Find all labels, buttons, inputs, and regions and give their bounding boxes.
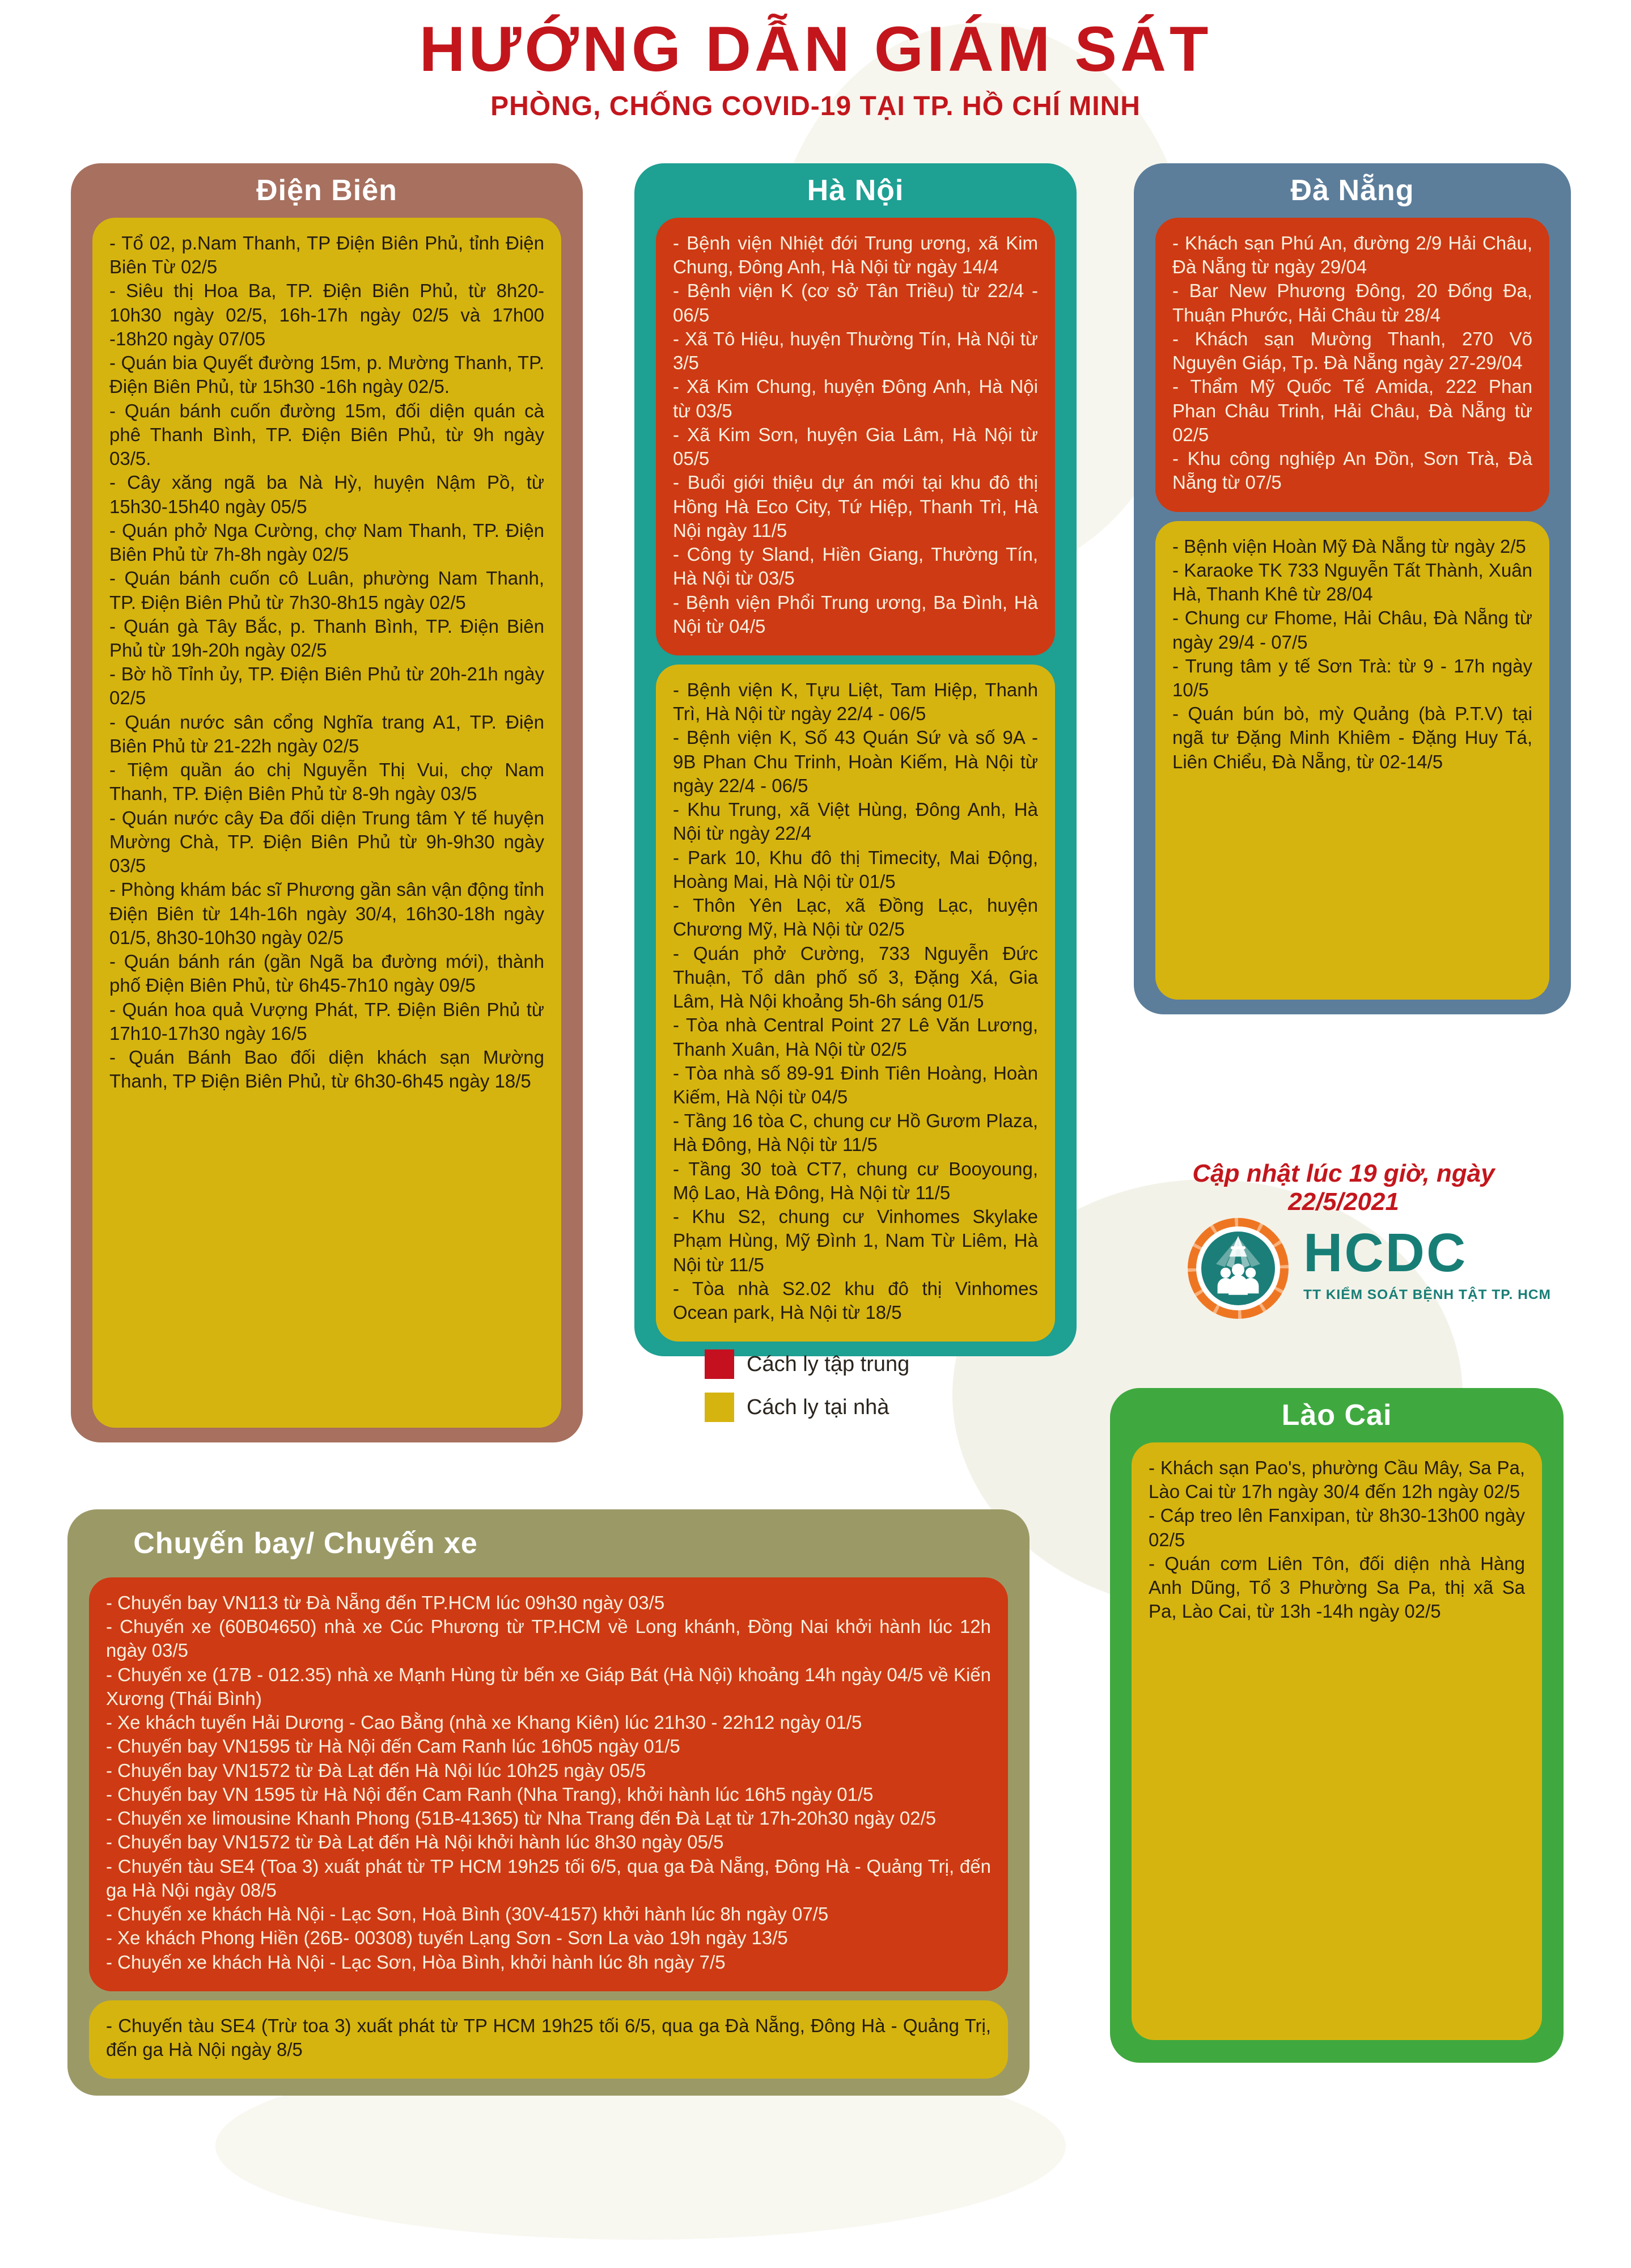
panel-title-ha-noi: Hà Nội (807, 174, 904, 207)
legend-label-centralized: Cách ly tập trung (747, 1352, 910, 1376)
list-item: - Bờ hồ Tỉnh ủy, TP. Điện Biên Phủ từ 20h-21h ngày 02/5 (109, 663, 544, 709)
hcdc-logo-icon (1201, 1232, 1275, 1305)
list-item: - Chuyến xe khách Hà Nội - Lạc Sơn, Hoà Bình (30V-4157) khởi hành lúc 8h ngày 07/5 (106, 1903, 829, 1925)
list-item: - Bệnh viện K (cơ sở Tân Triều) từ 22/4 - 06/5 (673, 280, 1038, 325)
list-item: - Chuyến xe khách Hà Nội - Lạc Sơn, Hòa Bình, khởi hành lúc 8h ngày 7/5 (106, 1951, 726, 1973)
list-item: - Bệnh viện Hoàn Mỹ Đà Nẵng từ ngày 2/5 (1172, 535, 1526, 557)
list-item: - Thôn Yên Lạc, xã Đồng Lạc, huyện Chương Mỹ, Hà Nội từ 02/5 (673, 895, 1038, 940)
list-item: - Quán phở Nga Cường, chợ Nam Thanh, TP. Điện Biên Phủ từ 7h-8h ngày 02/5 (109, 519, 544, 565)
list-item: - Chuyến xe (17B - 012.35) nhà xe Mạnh Hùng từ bến xe Giáp Bát (Hà Nội) khoảng 14h ngày 04/5 về Kiến Xương (Thái Bình) (106, 1664, 991, 1709)
list-item: - Quán bia Quyết đường 15m, p. Mường Thanh, TP. Điện Biên Phủ, từ 15h30 -16h ngày 02/5. (109, 352, 544, 397)
list-item: - Park 10, Khu đô thị Timecity, Mai Động, Hoàng Mai, Hà Nội từ 01/5 (673, 847, 1038, 892)
centralized-quarantine-list-chuyen-bay (89, 1577, 1008, 1991)
list-item: - Quán Bánh Bao đối diện khách sạn Mường Thanh, TP Điện Biên Phủ, từ 6h30-6h45 ngày 18/5 (109, 1046, 544, 1092)
legend-label-home: Cách ly tại nhà (747, 1395, 889, 1419)
list-item: - Cáp treo lên Fanxipan, từ 8h30-13h00 ngày 02/5 (1149, 1505, 1525, 1550)
list-item: - Tòa nhà số 89-91 Đinh Tiên Hoàng, Hoàn Kiếm, Hà Nội từ 04/5 (673, 1062, 1038, 1107)
update-timestamp: Cập nhật lúc 19 giờ, ngày 22/5/2021 (1192, 1160, 1495, 1216)
home-quarantine-list-da-nang (1155, 521, 1549, 1000)
home-quarantine-list-chuyen-bay (89, 2000, 1008, 2079)
list-item: - Tầng 30 toà CT7, chung cư Booyoung, Mộ Lao, Hà Đông, Hà Nội từ 11/5 (673, 1158, 1038, 1203)
hcdc-logo-text (1303, 1218, 1551, 1303)
panel-title-lao-cai: Lào Cai (1281, 1399, 1392, 1432)
hcdc-logo-tagline: TT KIỂM SOÁT BỆNH TẬT TP. HCM (1303, 1287, 1551, 1302)
list-item: - Quán cơm Liên Tôn, đối diện nhà Hàng Anh Dũng, Tổ 3 Phường Sa Pa, thị xã Sa Pa, Lào Cai, từ 13h -14h ngày 02/5 (1149, 1552, 1525, 1622)
list-item: - Khách sạn Mường Thanh, 270 Võ Nguyên Giáp, Tp. Đà Nẵng ngày 27-29/04 (1172, 328, 1532, 374)
list-item: - Xe khách Phong Hiền (26B- 00308) tuyến Lạng Sơn - Sơn La vào 19h ngày 13/5 (106, 1927, 788, 1949)
list-item: - Cây xăng ngã ba Nà Hỳ, huyện Nậm Pồ, từ 15h30-15h40 ngày 05/5 (109, 472, 544, 517)
list-item: - Quán hoa quả Vượng Phát, TP. Điện Biên Phủ từ 17h10-17h30 ngày 16/5 (109, 998, 544, 1044)
list-item: - Khu công nghiệp An Đồn, Sơn Trà, Đà Nẵng từ 07/5 (1172, 448, 1532, 493)
list-item: - Trung tâm y tế Sơn Trà: từ 9 - 17h ngày 10/5 (1172, 655, 1532, 700)
list-item: - Quán gà Tây Bắc, p. Thanh Bình, TP. Điện Biên Phủ từ 19h-20h ngày 02/5 (109, 615, 544, 661)
list-item: - Chuyến bay VN1572 từ Đà Lạt đến Hà Nội khởi hành lúc 8h30 ngày 05/5 (106, 1831, 724, 1853)
list-item: - Quán nước cây Đa đối diện Trung tâm Y tế huyện Mường Chà, TP. Điện Biên Phủ từ 9h-9h30 ngày 03/5 (109, 807, 544, 877)
list-item: - Bệnh viện K, Số 43 Quán Sứ và số 9A - 9B Phan Chu Trinh, Hoàn Kiếm, Hà Nội từ ngày 22/4 - 06/5 (673, 727, 1038, 796)
hcdc-logo-name: HCDC (1303, 1222, 1468, 1283)
list-item: - Chuyến bay VN 1595 từ Hà Nội đến Cam Ranh (Nha Trang), khởi hành lúc 16h5 ngày 01/5 (106, 1783, 874, 1805)
list-item: - Khu Trung, xã Việt Hùng, Đông Anh, Hà Nội từ ngày 22/4 (673, 799, 1038, 844)
panel-da-nang (1134, 163, 1571, 1014)
centralized-quarantine-list-da-nang (1155, 218, 1549, 512)
list-item: - Karaoke TK 733 Nguyễn Tất Thành, Xuân Hà, Thanh Khê từ 28/04 (1172, 559, 1532, 605)
panel-title-chuyen-bay: Chuyến bay/ Chuyến xe (133, 1527, 478, 1560)
legend-swatch-home (705, 1393, 734, 1422)
list-item: - Xe khách tuyến Hải Dương - Cao Bằng (nhà xe Khang Kiên) lúc 21h30 - 22h12 ngày 01/5 (106, 1712, 862, 1733)
home-quarantine-list-lao-cai (1132, 1442, 1542, 2040)
list-item: - Chuyến xe (60B04650) nhà xe Cúc Phương từ TP.HCM về Long khánh, Đồng Nai khởi hành lúc 12h ngày 03/5 (106, 1616, 991, 1661)
list-item: - Chuyến xe limousine Khanh Phong (51B-41365) từ Nha Trang đến Đà Lạt từ 17h-20h30 ngày 02/5 (106, 1808, 937, 1829)
list-item: - Tòa nhà S2.02 khu đô thị Vinhomes Ocean park, Hà Nội từ 18/5 (673, 1277, 1038, 1323)
list-item: - Chung cư Fhome, Hải Châu, Đà Nẵng từ ngày 29/4 - 07/5 (1172, 607, 1532, 653)
panel-title-da-nang: Đà Nẵng (1290, 174, 1414, 207)
panel-title-dien-bien: Điện Biên (256, 174, 397, 207)
list-item: - Quán nước sân cổng Nghĩa trang A1, TP. Điện Biên Phủ từ 21-22h ngày 02/5 (109, 711, 544, 756)
list-item: - Quán phở Cường, 733 Nguyễn Đức Thuận, Tổ dân phố số 3, Đặng Xá, Gia Lâm, Hà Nội khoảng 5h-6h sáng 01/5 (673, 942, 1038, 1012)
list-item: - Quán bánh cuốn cô Luân, phường Nam Thanh, TP. Điện Biên Phủ từ 7h30-8h15 ngày 02/5 (109, 568, 544, 613)
hcdc-logo (1188, 1218, 1551, 1319)
panel-lao-cai (1110, 1388, 1564, 2063)
legend-row-home (705, 1393, 909, 1422)
list-item: - Quán bánh cuốn đường 15m, đối diện quán cà phê Thanh Bình, TP. Điện Biên Phủ, từ 9h ngày 03/5. (109, 400, 544, 469)
legend (705, 1349, 909, 1436)
list-item: - Chuyến bay VN1595 từ Hà Nội đến Cam Ranh lúc 16h05 ngày 01/5 (106, 1736, 680, 1757)
home-quarantine-list-dien-bien (92, 218, 561, 1428)
list-item: - Khách sạn Phú An, đường 2/9 Hải Châu, Đà Nẵng từ ngày 29/04 (1172, 232, 1532, 278)
list-item: - Quán bún bò, mỳ Quảng (bà P.T.V) tại ngã tư Đặng Minh Khiêm - Đặng Huy Tá, Liên Chiểu, Đà Nẵng, từ 02-14/5 (1172, 703, 1532, 772)
list-item: - Thẩm Mỹ Quốc Tế Amida, 222 Phan Phan Châu Trinh, Hải Châu, Đà Nẵng từ 02/5 (1172, 376, 1532, 445)
list-item: - Tiệm quần áo chị Nguyễn Thị Vui, chợ Nam Thanh, TP. Điện Biên Phủ từ 8-9h ngày 03/5 (109, 759, 544, 805)
list-item: - Tầng 16 tòa C, chung cư Hồ Gươm Plaza, Hà Đông, Hà Nội từ 11/5 (673, 1110, 1038, 1156)
list-item: - Chuyến tàu SE4 (Toa 3) xuất phát từ TP HCM 19h25 tối 6/5, qua ga Đà Nẵng, Đông Hà - Quảng Trị, đến ga Hà Nội ngày 08/5 (106, 1855, 991, 1901)
list-item: - Xã Tô Hiệu, huyện Thường Tín, Hà Nội từ 3/5 (673, 328, 1038, 374)
legend-swatch-centralized (705, 1349, 734, 1379)
list-item: - Khách sạn Pao's, phường Cầu Mây, Sa Pa, Lào Cai từ 17h ngày 30/4 đến 12h ngày 02/5 (1149, 1457, 1525, 1503)
list-item: - Bệnh viện K, Tựu Liệt, Tam Hiệp, Thanh Trì, Hà Nội từ ngày 22/4 - 06/5 (673, 679, 1038, 725)
list-item: - Xã Kim Sơn, huyện Gia Lâm, Hà Nội từ 05/5 (673, 424, 1038, 469)
legend-row-centralized (705, 1349, 909, 1379)
list-item: - Tòa nhà Central Point 27 Lê Văn Lương, Thanh Xuân, Hà Nội từ 02/5 (673, 1014, 1038, 1060)
list-item: - Bệnh viện Phổi Trung ương, Ba Đình, Hà Nội từ 04/5 (673, 591, 1038, 637)
panel-ha-noi (634, 163, 1077, 1356)
home-quarantine-list-ha-noi (656, 665, 1055, 1342)
list-item: - Quán bánh rán (gần Ngã ba đường mới), thành phố Điện Biên Phủ, từ 6h45-7h10 ngày 09/5 (109, 951, 544, 996)
panel-chuyen-bay-chuyen-xe (67, 1509, 1030, 2096)
list-item: - Siêu thị Hoa Ba, TP. Điện Biên Phủ, từ 8h20-10h30 ngày 02/5, 16h-17h ngày 02/5 và 17h00 -18h20 ngày 07/05 (109, 280, 544, 349)
list-item: - Phòng khám bác sĩ Phương gần sân vận động tỉnh Điện Biên từ 14h-16h ngày 30/4, 16h30-18h ngày 01/5, 8h30-10h30 ngày 02/5 (109, 879, 544, 948)
page-header (0, 16, 1631, 122)
panel-dien-bien (71, 163, 583, 1442)
list-item: - Buổi giới thiệu dự án mới tại khu đô thị Hồng Hà Eco City, Tứ Hiệp, Thanh Trì, Hà Nội ngày 11/5 (673, 472, 1038, 541)
list-item: - Khu S2, chung cư Vinhomes Skylake Phạm Hùng, Mỹ Đình 1, Nam Từ Liêm, Hà Nội từ 11/5 (673, 1206, 1038, 1275)
list-item: - Chuyến tàu SE4 (Trừ toa 3) xuất phát từ TP HCM 19h25 tối 6/5, qua ga Đà Nẵng, Đông Hà - Quảng Trị, đến ga Hà Nội ngày 8/5 (106, 2015, 991, 2060)
list-item: - Chuyến bay VN1572 từ Đà Lạt đến Hà Nội lúc 10h25 ngày 05/5 (106, 1759, 646, 1781)
list-item: - Công ty Sland, Hiền Giang, Thường Tín, Hà Nội từ 03/5 (673, 544, 1038, 589)
list-item: - Xã Kim Chung, huyện Đông Anh, Hà Nội từ 03/5 (673, 376, 1038, 421)
page-subtitle: PHÒNG, CHỐNG COVID-19 TẠI TP. HỒ CHÍ MINH (490, 91, 1141, 121)
list-item: - Chuyến bay VN113 từ Đà Nẵng đến TP.HCM lúc 09h30 ngày 03/5 (106, 1592, 665, 1613)
list-item: - Bar New Phương Đông, 20 Đống Đa, Thuận Phước, Hải Châu từ 28/4 (1172, 280, 1532, 325)
list-item: - Bệnh viện Nhiệt đới Trung ương, xã Kim Chung, Đông Anh, Hà Nội từ ngày 14/4 (673, 232, 1038, 278)
page-title: HƯỚNG DẪN GIÁM SÁT (419, 14, 1212, 84)
hcdc-logo-wreath-icon (1188, 1218, 1289, 1319)
list-item: - Tổ 02, p.Nam Thanh, TP Điện Biên Phủ, tỉnh Điện Biên Từ 02/5 (109, 232, 544, 278)
centralized-quarantine-list-ha-noi (656, 218, 1055, 655)
